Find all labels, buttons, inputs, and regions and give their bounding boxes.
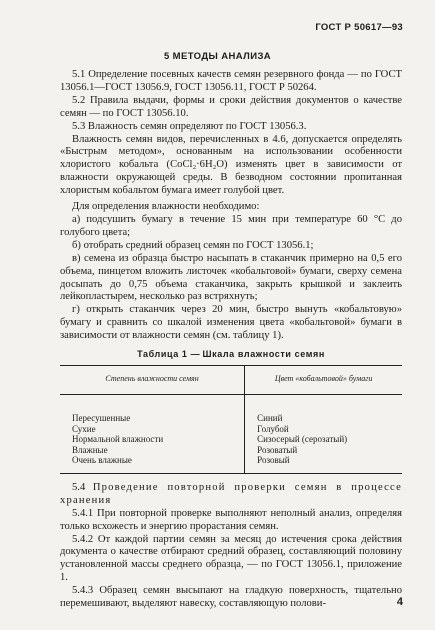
list-item-a: а) подсушить бумагу в течение 15 мин при температуре 60 °С до голубого цвета; xyxy=(60,213,402,238)
table-cell-color: Розовый xyxy=(257,455,290,466)
body-text xyxy=(60,69,402,611)
paragraph-5-3: 5.3 Влажность семян определяют по ГОСТ 13056.3. xyxy=(72,120,307,132)
paragraph-5-4-3: 5.4.3 Образец семян высыпают на гладкую поверхность, тщательно перемешивают, выделяют навеску, составляющую полови- xyxy=(60,585,402,610)
column-header-degree: Степень влажности семян xyxy=(60,365,245,394)
table-cell-degree: Влажные xyxy=(60,445,245,456)
paragraph-5-2: 5.2 Правила выдачи, формы и сроки действия документов о качестве семян — по ГОСТ 13056.10. xyxy=(60,94,402,119)
paragraph-5-4 xyxy=(60,482,402,508)
paragraph-5-4-title: Проведение повторной проверки семян в процессе хранения xyxy=(60,481,402,506)
table-cell-degree: Очень влажные xyxy=(60,455,245,473)
table-cell-degree: Нормальной влажности xyxy=(60,434,245,445)
paragraph-humidity-method: Влажность семян видов, перечисленных в 4.6, допускается определять «Быстрым методом», основанным на использовании особенности хлористого кобальта (CoCl₂·6H₂O) изменять цвет в зависимости от влажности окружающей среды. В безводном состоянии пропитанная хлористым кобальтом бумага имеет голубой цвет. xyxy=(60,133,402,197)
table-cell-color: Голубой xyxy=(257,423,289,434)
table-cell-degree: Пересушенные xyxy=(60,394,245,423)
page-number: 4 xyxy=(396,596,403,608)
table-caption xyxy=(60,348,402,361)
humidity-scale-table xyxy=(60,365,402,474)
paragraph-required: Для определения влажности необходимо: xyxy=(72,201,260,213)
paragraph-5-4-2: 5.4.2 От каждой партии семян за месяц до истечения срока действия документа о качестве отбирают средний образец, составляющий половину установленной массы среднего образца, — по ГОСТ 13056.1, приложение 1. xyxy=(60,533,402,584)
paragraph-5-4-1: 5.4.1 При повторной проверке выполняют неполный анализ, определяя только всхожесть и энергию прорастания семян. xyxy=(60,507,402,532)
column-header-color: Цвет «кобальтовой» бумаги xyxy=(245,365,402,394)
section-title: 5 МЕТОДЫ АНАЛИЗА xyxy=(163,51,272,62)
table-caption-label: Таблица 1 — xyxy=(137,349,201,360)
table-cell-color: Синий xyxy=(257,412,283,423)
paragraph-5-1: 5.1 Определение посевных качеств семян резервного фонда — по ГОСТ 13056.1—ГОСТ 13056.9, ГОСТ 13056.11, ГОСТ Р 50264. xyxy=(60,69,402,93)
list-item-g: г) открыть стаканчик через 20 мин, быстро вынуть «кобальтовую» бумагу и сравнить со шкалой изменения цвета «кобальтовой» бумаги в зависимости от влажности семян (см. таблицу 1). xyxy=(60,304,402,342)
table-row xyxy=(60,394,402,423)
paragraph-5-4-number: 5.4 xyxy=(72,481,86,493)
table-cell-degree: Сухие xyxy=(60,424,245,435)
table-cell-color: Сизосерый (серозатый) xyxy=(257,434,348,445)
list-item-b: б) отобрать средний образец семян по ГОСТ 13056.1; xyxy=(72,239,314,251)
table-row xyxy=(60,445,402,456)
table-caption-title: Шкала влажности семян xyxy=(202,349,325,360)
list-item-v: в) семена из образца быстро насыпать в стаканчик примерно на 0,5 его объема, пинцетом вложить листочек «кобальтовой» бумаги, сверху семена досыпать до 0,75 объема стаканчика, закрыть крышкой и заклеить лейкопластырем, несколько раз встряхнуть; xyxy=(60,252,402,303)
table-row xyxy=(60,434,402,445)
standard-header: ГОСТ Р 50617—93 xyxy=(315,22,403,33)
table-row xyxy=(60,424,402,435)
table-cell-color: Розоватый xyxy=(257,444,298,455)
table-row xyxy=(60,455,402,473)
